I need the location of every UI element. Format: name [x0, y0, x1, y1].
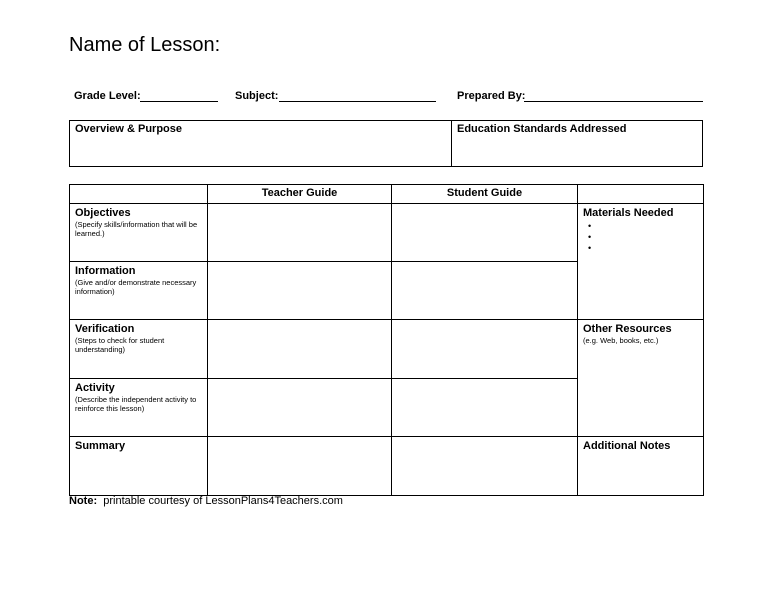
information-teacher-cell[interactable]: [208, 262, 392, 320]
activity-hint: (Describe the independent activity to reinforce this lesson): [75, 395, 197, 413]
objectives-row-label: [70, 204, 208, 262]
activity-label: Activity: [75, 382, 115, 394]
subject-field[interactable]: [279, 101, 436, 102]
other-resources-hint: (e.g. Web, books, etc.): [583, 336, 659, 345]
verification-teacher-cell[interactable]: [208, 320, 392, 379]
lesson-title: Name of Lesson:: [69, 34, 221, 56]
objectives-teacher-cell[interactable]: [208, 204, 392, 262]
activity-row-label: [70, 379, 208, 437]
objectives-label: Objectives: [75, 207, 131, 219]
grade-level-label: Grade Level:: [74, 90, 141, 102]
grid-corner-cell: [70, 185, 208, 204]
objectives-student-cell[interactable]: [392, 204, 578, 262]
materials-bullet[interactable]: [588, 232, 698, 243]
subject-label: Subject:: [235, 90, 279, 102]
summary-label: Summary: [75, 440, 126, 452]
note-text: printable courtesy of LessonPlans4Teachers.com: [103, 495, 343, 507]
verification-student-cell[interactable]: [392, 320, 578, 379]
overview-purpose-box[interactable]: [69, 120, 452, 167]
lesson-grid: [69, 184, 704, 496]
information-hint: (Give and/or demonstrate necessary information): [75, 278, 197, 296]
verification-row-label: [70, 320, 208, 379]
education-standards-label: Education Standards Addressed: [457, 123, 627, 135]
materials-needed-cell[interactable]: [578, 204, 704, 320]
grade-level-field[interactable]: [140, 101, 218, 102]
verification-hint: (Steps to check for student understanding): [75, 336, 165, 354]
objectives-hint: (Specify skills/information that will be learned.): [75, 220, 198, 238]
prepared-by-label: Prepared By:: [457, 90, 526, 102]
teacher-guide-header: Teacher Guide: [208, 185, 392, 204]
summary-row-label: [70, 437, 208, 496]
summary-teacher-cell[interactable]: [208, 437, 392, 496]
summary-student-cell[interactable]: [392, 437, 578, 496]
student-guide-header: Student Guide: [392, 185, 578, 204]
note-label: Note:: [69, 495, 98, 507]
materials-list: [583, 221, 698, 254]
verification-label: Verification: [75, 323, 135, 335]
prepared-by-field[interactable]: [524, 101, 703, 102]
materials-needed-label: Materials Needed: [583, 207, 674, 219]
information-label: Information: [75, 265, 136, 277]
footer-note: [69, 495, 343, 507]
information-row-label: [70, 262, 208, 320]
other-resources-label: Other Resources: [583, 323, 672, 335]
grid-corner-cell-right: [578, 185, 704, 204]
materials-bullet[interactable]: [588, 221, 698, 232]
other-resources-cell[interactable]: [578, 320, 704, 437]
activity-student-cell[interactable]: [392, 379, 578, 437]
additional-notes-cell[interactable]: [578, 437, 704, 496]
materials-bullet[interactable]: [588, 243, 698, 254]
additional-notes-label: Additional Notes: [583, 440, 671, 452]
activity-teacher-cell[interactable]: [208, 379, 392, 437]
information-student-cell[interactable]: [392, 262, 578, 320]
overview-purpose-label: Overview & Purpose: [75, 123, 182, 135]
education-standards-box[interactable]: [451, 120, 703, 167]
